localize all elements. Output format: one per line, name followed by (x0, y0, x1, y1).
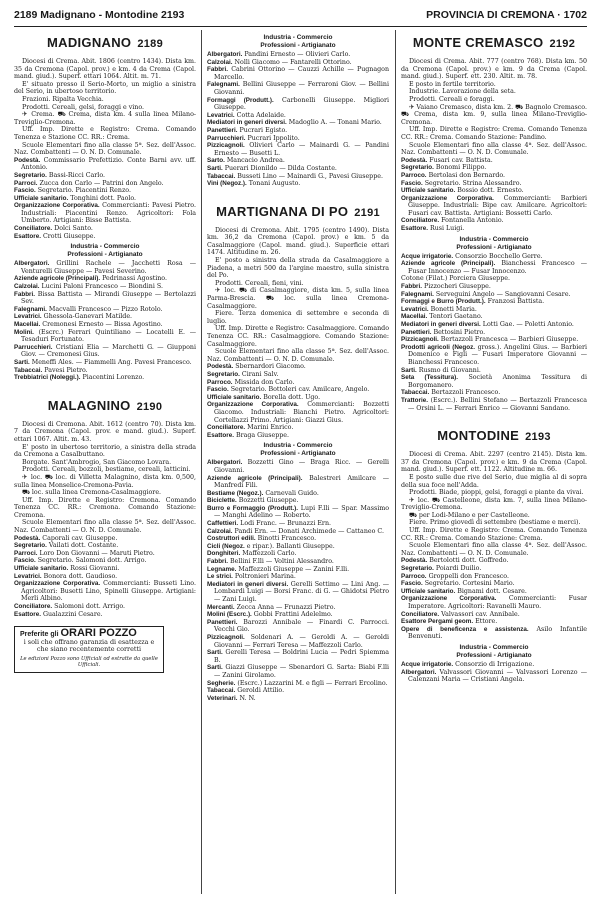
entry-label: Segherie. (207, 679, 236, 687)
entry-label: Sarti. (207, 649, 223, 657)
directory-entry: Segretario. Bonomi Filippo. (401, 164, 487, 172)
directory-entry: Molini (Escrc.). Gobbi Frattini Adelelmo. (207, 611, 333, 619)
entry-label: Fabbri. (14, 290, 35, 298)
directory-entry: Acque irrigatorie. Consorzio di Irrigazione. (401, 660, 535, 668)
directory-entry: Calzolai. Pandi Ern. — Donati Archimede — Cattaneo C. (207, 527, 384, 535)
entry-label: Ufficiale sanitario. (14, 194, 69, 202)
section-malagnino (14, 397, 196, 618)
entry-label: Levatrici. (14, 313, 42, 321)
column-2 (207, 31, 389, 893)
section-title: MALAGNINO 2190 (47, 397, 163, 413)
directory-entry: Tabaccai. Pavesi Pietro. (14, 366, 88, 374)
paragraph: ✈ loc. ⛟ Castelleone, dista km. 7, sulla linea Milano-Treviglio-Cremona. (401, 496, 587, 512)
entry-label: Esattore. (401, 225, 428, 233)
directory-entry: Esattore. Rusi Luigi. (401, 225, 465, 233)
entry-label: Cicli (Negoz. (207, 542, 245, 550)
entry-label: Parrucchieri. (207, 134, 246, 142)
directory-entry: Legname. Maffezzoli Giuseppe — Zanini F.lli. (207, 565, 350, 573)
entry-label: Parroci. (14, 179, 38, 187)
directory-entry: Veterinari. N. N. (207, 694, 256, 702)
paragraph: ✈ Vaiano Cremasco, dista km. 2. ⛟ Bagnolo Cremasco. ⛟ Crema, dista km. 9, sulla linea Milano-Treviglio-Cremona. (401, 103, 587, 126)
directory-entry: Calzolai. Lucini Paloni Francesco — Biondini S. (14, 283, 163, 291)
directory-entry: Segherie. (Escrc.) Lazzarini M. e figli — Ferrari Ercolino. (207, 679, 388, 687)
directory-entry: Trattorie. (Escrc.). Bellini Stefano — Bertazzoli Francesca — Orsini L. — Ferrari Enrico — Giovanni Sandano. (401, 396, 587, 412)
directory-entry: Aziende agricole (Principali). Balestreri Amilcare — Manfredi Fili. (207, 474, 389, 490)
directory-entry: Parroci. Zucca don Carlo — Patrini don Angelo. (14, 179, 164, 187)
entry-label: Falegnami. (207, 81, 240, 89)
directory-entry: Segretario. Poiardi Duilio. (401, 565, 482, 573)
entry-label: Mediatori in generi diversi. (207, 580, 289, 588)
entry-label: Segretario. (207, 370, 240, 378)
directory-entry: Fascio. Segretario. Cortesini Mario. (401, 580, 515, 588)
entry-list (401, 661, 587, 684)
paragraph: Diocesi di Crema. Abit. 1806 (centro 1434). Dista km. 35 da Cremona (Capol. prov.) e km. 4 da Crema (Capol. mand. giud.). Superf. ettari 1064. Altit. m. 71. (14, 58, 196, 81)
entry-label: Esattore. (14, 232, 41, 240)
entry-label: Calzolai. (207, 527, 233, 535)
entry-label: Seta (Tessitura). (401, 374, 458, 382)
entry-label: Falegnami. (14, 305, 47, 313)
directory-entry: Parroci. Loro Don Giovanni — Maruti Pietro. (14, 549, 155, 557)
directory-entry: Fascio. Segretario. Salomoni dott. Arrigo. (14, 557, 147, 565)
entry-label: Parroco. (401, 572, 427, 580)
paragraph: Uff. Imp. Dirette e Registro: Crema. Comando Tenenza CC. RR.: Crema. Comando Stazione: Pandino. (401, 126, 587, 141)
directory-entry: Podestà. Sbernardori Giacomo. (207, 363, 306, 371)
entry-label: Organizzazione Corporativa. (401, 194, 494, 202)
entry-label: Tabaccai. (14, 366, 43, 374)
paragraph: Frazioni. Ripalta Vecchia. (22, 95, 104, 103)
entry-label: Conciliatore. (401, 610, 440, 618)
directory-entry: Fabbri. Pizzocheri Giuseppe. (401, 283, 491, 291)
directory-entry: Parrucchieri. Pucrari Ippolito. (207, 134, 300, 142)
entry-label: Organizzazione Corporativa. (14, 580, 101, 588)
entry-label: Tabaccai. (207, 687, 236, 695)
entry-label: Panettieri. (207, 126, 238, 134)
page-header (14, 9, 587, 25)
directory-entry: Fabbri. Bissa Battista — Mirandi Giuseppe — Bertolazzi Sev. (14, 290, 196, 306)
paragraph: Diocesi di Crema. Abit. 2297 (centro 2145). Dista km. 37 da Cremona (Capol. prov.) e km. 9 da Crema (Capol. mand. giud.). Superf. ett. 1122. Altitudine m. 66. (401, 451, 587, 474)
subheading: Industria - Commercio Professioni - Artigianato (260, 34, 336, 49)
entry-label: Podestà. (401, 557, 428, 565)
entry-label: Conciliatore. (14, 225, 53, 233)
directory-entry: Mediatori in generi diversi. Lotti Gae. — Poletti Antonio. (401, 321, 574, 328)
directory-entry: Panettieri. Bettosini Pietro. (401, 328, 486, 336)
paragraph: E posto sulle due rive del Serio, due miglia al di sopra della sua foce nell'Adda. (401, 473, 587, 489)
paragraph: Uff. Imp. Dirette e Registro: Cremona. Comando Tenenza CC. RR.: Cremona. Comando Stazione: Cremona. (14, 496, 196, 519)
directory-entry: Parroco. Missida don Carlo. (207, 378, 295, 386)
entry-list (14, 260, 196, 382)
directory-entry: Organizzazione Corporativa. Commercianti: Pavesi Pietro. Industriali: Piacentini Renzo. Agricoltori: Fola Umberto. Artigiani: Bisse Battista. (14, 202, 196, 225)
directory-entry: Esattore Pergami geom. Ettore. (401, 618, 498, 626)
entry-label: Vini (Negoz.). (207, 180, 247, 188)
paragraph: Scuole Elementari fino alla classe 4ª. Sez. dell'Assoc. Naz. Combattenti — O. N. D. Comunale. (401, 141, 587, 157)
entry-label: Parroco. (401, 171, 427, 179)
entry-label: Conciliatore. (14, 603, 53, 610)
directory-entry: Albergatori. Grillini Rachele — Jacchetti Rosa — Venturelli Giuseppe — Pavesi Severino. (14, 260, 196, 275)
paragraph: Prodotti. Biade, pioppi, gelsi, foraggi e piante da vivai. (409, 489, 584, 497)
section-montodine (401, 427, 587, 684)
directory-entry: Sarti. Puerari Dionildo — Dilda Costante. (207, 164, 337, 172)
entry-label: Sarti. (14, 358, 30, 366)
paragraph: Prodotti. Cereali, bozzoli, bestiame, cereali, latticini. (22, 466, 191, 474)
entry-list (14, 157, 196, 241)
entry-label: Pizzicagnoli. (401, 336, 439, 344)
entry-label: Pizzicagnoli. (207, 142, 245, 150)
directory-entry: Acque irrigatorie. Consorzio Bocchello Gerre. (401, 252, 543, 260)
paragraph: Prodotti. Cereali e foraggi. (409, 95, 495, 103)
directory-entry: Levatrici. Bonetti Maria. (401, 305, 477, 313)
advertisement-box (14, 626, 164, 673)
directory-entry: Ufficiale sanitario. Tonghini dott. Paolo. (14, 194, 137, 202)
directory-entry: Podestà. Bertolotti dott. Goffredo. (401, 557, 509, 565)
directory-entry: Conciliatore. Dolci Santo. (14, 225, 93, 233)
entry-label: Molini (Escrc.). (207, 611, 252, 619)
entry-label: Sarti. (207, 164, 223, 172)
directory-entry: Tabaccai. Bertazzoli Francesco. (401, 389, 501, 397)
paragraph: ✈ Crema. ⛟ Crema, dista km. 4 sulla linea Milano-Treviglio-Cremona. (14, 111, 196, 126)
column-1 (14, 31, 196, 893)
entry-label: Molini. (14, 328, 34, 336)
directory-entry: Podestà. Fusari cav. Battista. (401, 156, 493, 164)
entry-list (207, 459, 389, 702)
directory-entry: Organizzazione Corporativa. Commercianti: Busseti Lino. Agricoltori: Busetti Lino, Spinelli Giuseppe. Artigiani: Merli Albino. (14, 580, 196, 603)
entry-label: Costruttori edili. (207, 535, 256, 543)
directory-entry: Caffettieri. Lodi Franc. — Brunazzi Ern. (207, 520, 331, 528)
directory-entry: Fascio. Segretario. Bottoleri cav. Amilcare, Angelo. (207, 386, 370, 394)
ad-footnote: Le edizioni Pozzo sono Ufficiali od estratte da quelle Ufficiali. (20, 655, 158, 669)
section-martignana-di-po (207, 203, 389, 703)
subheading: Industria - Commercio Professioni - Artigianato (67, 243, 143, 259)
paragraph: Diocesi di Cremona. Abit. 1795 (centro 1490). Dista km. 36,2 da Cremona (Capol. prov.) e km. 5 da Casalmaggiore (Capol. mand. giud.). Superficie ettari 1474. Altitudine m. 26. (207, 226, 389, 257)
entry-list (207, 227, 389, 364)
directory-entry: Conciliatore. Marini Enrico. (207, 424, 294, 432)
directory-entry: Conciliatore. Fontanella Antonio. (401, 217, 504, 225)
directory-entry: Pizzicagnoli. Soldenari A. — Geroldi A. — Geroldi Giovanni — Ferrari Teresa — Maffezzoli Carlo. (207, 633, 389, 649)
entry-label: Podestà. (14, 534, 41, 542)
directory-entry: Macellai. Cremonesi Ernesto — Bissa Agostino. (14, 321, 163, 328)
entry-list (207, 363, 389, 439)
entry-label: Parroco. (207, 378, 233, 386)
entry-label: Organizzazione Corporativa. (401, 595, 497, 603)
directory-entry: Biciclette. Bozzetti Giuseppe. (207, 497, 299, 505)
directory-entry: Le strici. Poltronieri Marina. (207, 573, 296, 581)
directory-entry: Seta (Tessitura). Società Anonima Tessitura di Borgomanero. (401, 374, 587, 389)
entry-label: Acque irrigatorie. (401, 252, 454, 260)
directory-entry: Formaggi (Produtt.). Carbonelli Giuseppe. Migliori Giuseppe. (207, 96, 389, 112)
paragraph: Fiere. Primo giovedì di settembre (bestiame e merci). (409, 519, 581, 527)
entry-label: Esattore. (207, 431, 234, 439)
directory-entry: Segretario. Bassi-Ricci Carlo. (14, 171, 105, 179)
directory-entry: Fabbri. Bellini F.lli — Voltini Alessandro. (207, 558, 334, 566)
directory-entry: Conciliatore. Valvassori cav. Annibale. (401, 610, 520, 618)
directory-entry: Pizzicagnoli. Bertazzoli Francesca — Barbieri Giuseppe. (401, 336, 579, 344)
directory-entry: Calzolai. Nolli Giacomo — Fantarelli Ottorino. (207, 58, 352, 66)
ad-text: i soli che offrano garanzia di esattezza e che siano recentemente corretti (23, 637, 155, 654)
entry-label: Segretario. (14, 542, 47, 550)
directory-entry: Levatrici. Ghessola-Ganevari Matilde. (14, 313, 133, 321)
directory-entry: Albergatori. Bozzetti Gino — Braga Ricc. — Gerelli Giovanni. (207, 459, 389, 474)
directory-entry: Fascio. Segretario. Piacentini Renzo. (14, 187, 131, 195)
directory-entry: Podestà. Caporali cav. Giuseppe. (14, 534, 118, 542)
entry-label: Ufficiale sanitario. (14, 565, 69, 573)
entry-label: Albergatori. (14, 260, 50, 268)
entry-label: Formaggi e Burro (Produtt.). (401, 298, 486, 306)
paragraph: Uff. Imp. Dirette e Registro: Casalmaggiore. Comando Tenenza CC. RR.: Casalmaggiore. Comando Stazione: Casalmaggiore. (207, 325, 389, 348)
section-title: MARTIGNANA DI PO 2191 (216, 203, 380, 219)
directory-entry: Organizzazione Corporativa. Commercianti: Fusar Imperatore. Agricoltori: Ravanelli Mauro. (401, 595, 587, 610)
entry-label: Biciclette. (207, 497, 237, 505)
paragraph: ✈ loc. ⛟ loc. di Villetta Malagnino, dista km. 0,500, sulla linea Monselice-Cremona-Pavia. (14, 473, 196, 489)
directory-entry: Sarti. Giazzi Giuseppe — Sbenardori G. Sarta: Biabi F.lli — Zanini Girolamo. (207, 664, 389, 679)
directory-entry: Falegnami. Serveguini Angelo — Sangiovanni Cesare. (401, 290, 571, 298)
ad-headline: Preferite gli ORARI POZZO (20, 627, 137, 640)
entry-label: Sarto. (207, 157, 225, 165)
entry-label: Tabaccai. (401, 389, 430, 397)
entry-label: Parroci. (14, 549, 38, 557)
entry-label: Formaggi (Produtt.). (207, 96, 274, 104)
directory-entry: Panettieri. Pucrari Egisto. (207, 126, 288, 134)
entry-label: Segretario. (401, 164, 434, 172)
entry-label: Le strici. (207, 573, 233, 581)
entry-label: Pizzicagnoli. (207, 633, 245, 641)
entry-label: Levatrici. (401, 305, 429, 313)
entry-list (14, 421, 196, 535)
directory-entry: Ufficiale sanitario. Rossi Giovanni. (14, 565, 120, 573)
subheading: Industria - Commercio Professioni - Artigianato (456, 643, 532, 659)
directory-entry: Parroco. Bertolasi don Bernardo. (401, 171, 506, 179)
directory-entry: Fabbri. Cabrini Ottorino — Cauzzi Achille — Pugnagon Marcello. (207, 66, 389, 81)
directory-entry: Segretario. Vailati dott. Costante. (14, 542, 119, 550)
directory-entry: Esattore. Crotti Giuseppe. (14, 232, 96, 240)
entry-label: Macellai. (14, 321, 41, 328)
entry-label: Mediatori in generi diversi. (401, 321, 481, 328)
paragraph: Uff. Imp. Dirette e Registro: Crema. Comando Tenenza e Stazione CC. RR.: Crema. (14, 126, 196, 141)
entry-list (401, 253, 587, 412)
entry-label: Organizzazione Corporativa. (207, 401, 299, 409)
entry-label: Veterinari. (207, 694, 238, 702)
entry-label: Fascio. (401, 580, 423, 588)
directory-entry: Mercanti. Zecca Anna — Frunazzi Pietro. (207, 603, 336, 611)
header-rule (14, 26, 587, 27)
directory-entry: Conciliatore. Salomoni dott. Arrigo. (14, 603, 126, 610)
column-3 (401, 31, 587, 893)
entry-label: Parrucchieri. (14, 343, 53, 351)
directory-entry: Levatrici. Bonora dott. Gaudioso. (14, 572, 118, 580)
paragraph: Scuole Elementari fino alla classe 5ª. Sez. dell'Assoc. Naz. Combattenti — O. N. D. Comunale. (14, 141, 196, 157)
section-title: MADIGNANO 2189 (47, 35, 163, 50)
entry-label: Panettieri. (207, 618, 238, 626)
directory-entry: Segretario. Cirani Salv. (207, 370, 279, 378)
entry-label: Aziende agricole (Principali). (14, 275, 101, 283)
entry-label: Opere di beneficenza e assistenza. (401, 625, 529, 633)
directory-entry: Albergatori. Valvassori Giovanni — Valvassori Lorenzo — Calenzani Maria — Cristiani Angela. (401, 668, 587, 684)
directory-entry: Sarti. Rusmo di Giovanni. (401, 366, 481, 374)
directory-entry: Sarto. Mancacio Andrea. (207, 157, 285, 165)
entry-list (401, 557, 587, 641)
directory-entry: Donghiteri. Maffezzoli Carlo. (207, 550, 297, 558)
entry-label: Conciliatore. (207, 424, 246, 432)
section-malagnino-continued (207, 34, 389, 188)
entry-list (14, 535, 196, 619)
entry-label: Ufficiale sanitario. (207, 393, 262, 401)
entry-label: Levatrici. (207, 111, 235, 119)
entry-label: Fascio. (401, 179, 423, 187)
directory-entry: Macellai. Tentori Gaetano. (401, 313, 483, 321)
section-madignano (14, 34, 196, 382)
paragraph: E posto in fertile territorio. (409, 80, 496, 88)
paragraph: E' posto a sinistra della strada da Casalmaggiore a Piadena, a metri 500 da l'argine maestro, sulla sinistra del Po. (207, 257, 389, 280)
header-left: 2189 Madignano - Montodine 2193 (14, 9, 185, 21)
paragraph: ⛟ per Lodi-Milano e per Castelleone. (409, 511, 530, 519)
directory-entry: Tabaccai. Busseti Lino — Mainardi G., Pavesi Giuseppe. (207, 172, 383, 180)
entry-label: Aziende agricole (Principali). (401, 260, 496, 268)
entry-label: Calzolai. (207, 58, 233, 66)
entry-label: Macellai. (401, 313, 428, 321)
entry-list (401, 58, 587, 157)
directory-entry: Sarti. Gerelli Teresa — Boldrini Lucia — Pedri Spiemma B. (207, 649, 389, 664)
entry-label: Fascio. (14, 187, 36, 195)
directory-entry: Esattore. Gualazzini Cesare. (14, 610, 103, 618)
directory-entry: Ufficiale sanitario. Bignami dott. Cesare. (401, 587, 527, 595)
directory-entry: Levatrici. Cotta Adelaide. (207, 111, 286, 119)
subheading: Industria - Commercio Professioni - Artigianato (456, 235, 532, 251)
directory-entry: Burro e Formaggio (Produtt.). Lupi F.lli — Spar. Massimo — Manghi Adelino — Roberto. (207, 504, 389, 520)
entry-label: Mercanti. (207, 603, 235, 611)
entry-label: Organizzazione Corporativa. (14, 202, 100, 210)
entry-list (401, 157, 587, 233)
directory-entry: Cotone (Filat.) Porciera Giuseppe. (401, 275, 510, 283)
entry-label: Albergatori. (207, 459, 243, 467)
entry-label: Esattore Pergami geom. (401, 618, 474, 626)
paragraph: Industrie. Lavorazione della seta. (409, 88, 516, 96)
entry-label: Donghiteri. (207, 550, 241, 558)
directory-entry: Organizzazione Corporativa. Commercianti: Bozzetti Giacomo. Industriali: Bianchi Pietro. Agricoltori: Cortellazzi Primo. Artigiani: Giazzi Gius. (207, 401, 389, 424)
directory-entry: Aziende agricole (Principali). Bianchessi Francesco — Fusar Innocenzo — Fusar Innocenzo. (401, 260, 587, 275)
directory-entry: Sarti. Meneffi Ales. — Fiammelli Ang. Pavesi Francesco. (14, 358, 192, 366)
header-right: PROVINCIA DI CREMONA · 1702 (426, 9, 587, 21)
directory-entry: Pizzicagnoli. Olivieri Carlo — Mainardi G. — Pandini Ernesto — Busetti L. (207, 142, 389, 157)
directory-entry: Podestà. Commissario Prefettizio. Conte Barni avv. uff. Antonio. (14, 156, 196, 172)
entry-label: Burro e Formaggio (Produtt.). (207, 504, 298, 512)
subheading: Industria - Commercio Professioni - Artigianato (260, 442, 336, 458)
entry-label: Ufficiale sanitario. (401, 187, 456, 195)
directory-entry: Aziende agricole (Principali). Pedrinassi Agostino. (14, 275, 167, 283)
directory-entry: Falegnami. Macvalli Francesco — Pizzo Rotolo. (14, 305, 163, 313)
entry-label: Sarti. (207, 664, 223, 672)
column-divider (201, 30, 202, 894)
directory-entry: Mediatori in generi diversi. Madoglio A. — Tonani Mario. (207, 119, 382, 127)
entry-label: Falegnami. (401, 290, 434, 298)
paragraph: Diocesi di Cremona. Abit. 1612 (centro 70). Dista km. 7 da Cremona (Capol. prov. e mand. giud.). Superf. ettari 1067. Altit. m. 43. (14, 420, 196, 443)
section-title: MONTODINE 2193 (437, 428, 551, 444)
entry-label: Mediatori in generi diversi. (207, 119, 287, 127)
paragraph: Diocesi di Crema. Abit. 777 (centro 768). Dista km. 50 da Cremona (Capol. prov.) e km. 9 da Crema (Capol. mand. giud.). Superf. ett. 230. Altit. m. 78. (401, 58, 587, 81)
directory-entry: Parroco. Groppelli don Francesco. (401, 572, 509, 580)
entry-list (401, 451, 587, 557)
entry-label: Fascio. (14, 557, 36, 565)
directory-entry: Costruttori edili. Binotti Francesco. (207, 535, 317, 543)
entry-label: Conciliatore. (401, 217, 440, 225)
entry-label: Bestiame (Negoz.). (207, 489, 264, 497)
paragraph: Scuole Elementari fino alla classe 5ª. Sez. dell'Assoc. Naz. Combattenti — O. N. D. Comunale. (14, 519, 196, 535)
paragraph: ⛟ loc. sulla linea Cremona-Casalmaggiore. (22, 489, 162, 497)
entry-label: Fabbri. (207, 558, 228, 566)
section-title: MONTE CREMASCO 2192 (412, 35, 576, 50)
entry-label: Podestà. (401, 156, 428, 164)
entry-label: Podestà. (14, 156, 41, 164)
directory-entry: Mediatori in generi diversi. Gerelli Settimo — Lini Ang. — Lombardi Luigi — Borsi Franc. di G. — Ghidotsi Pietro — Zani Luigi. (207, 580, 389, 603)
directory-entry: Falegnami. Bellini Giuseppe — Ferraroni Giov. — Bellini Giovanni. (207, 81, 389, 96)
directory-entry: Prodotti agricoli (Negoz. gross.). Angelini Gius. — Barbieri Domenico e Figli — Fusari Imperatore Giovanni — Bianchessi Francesco. (401, 343, 587, 366)
directory-entry: Trebbiatrici (Noleggi.). Piacentini Lorenzo. (14, 374, 145, 382)
directory-entry: Vini (Negoz.). Tonani Augusto. (207, 180, 301, 188)
entry-label: Trattorie. (401, 396, 428, 404)
entry-label: Albergatori. (401, 668, 437, 676)
entry-label: Fabbri. (207, 66, 228, 74)
paragraph: E' posto in ubertoso territorio, a sinistra della strada da Cremona a Casalbuttano. (14, 443, 196, 459)
paragraph: Scuole Elementari fino alla classe 5ª. Sez. dell'Assoc. Naz. Combattenti — O. N. D. Comunale. (207, 348, 389, 363)
entry-label: Acque irrigatorie. (401, 660, 454, 668)
entry-label: Caffettieri. (207, 520, 239, 528)
entry-label: Podestà. (207, 363, 234, 371)
entry-label: Esattore. (14, 610, 41, 618)
directory-entry: Formaggi e Burro (Produtt.). Franzosi Battista. (401, 298, 545, 306)
entry-label: Legname. (207, 565, 237, 573)
directory-entry: Opere di beneficenza e assistenza. Asilo Infantile Benvenuti. (401, 625, 587, 641)
entry-label: Fascio. (207, 386, 229, 394)
section-monte-cremasco (401, 34, 587, 412)
entry-label: Panettieri. (401, 328, 432, 336)
paragraph: Borgate. Sant'Ambrogio, San Giacomo Lovara. (22, 458, 172, 466)
entry-list (207, 51, 389, 188)
entry-label: Prodotti agricoli (Negoz. (401, 343, 475, 351)
directory-entry: Tabaccai. Geroldi Attilio. (207, 687, 285, 695)
directory-entry: Parrucchieri. Cristiani Elia — Marchetti G. — Giupponi Giov. — Cremonesi Gius. (14, 343, 196, 359)
entry-label: Albergatori. (207, 51, 243, 58)
directory-entry: Molini. (Escrc.) Ferrari Quintiliano — Locatelli E. — Tesaduri Fortunato. (14, 328, 196, 344)
directory-entry: Bestiame (Negoz.). Carnevali Guido. (207, 489, 319, 497)
entry-label: Trebbiatrici (Noleggi.). (14, 374, 81, 382)
directory-entry: Fascio. Segretario. Strina Alessandro. (401, 179, 522, 187)
paragraph: Fiere. Terza domenica di settembre e seconda di luglio. (207, 310, 389, 325)
entry-label: Segretario. (401, 565, 434, 573)
entry-label: Aziende agricole (Principali). (207, 474, 303, 482)
directory-entry: Panettieri. Barozzi Annibale — Finardi C. Parrocci. Vecchi Gio. (207, 618, 389, 634)
entry-label: Ufficiale sanitario. (401, 587, 456, 595)
entry-list (14, 58, 196, 157)
directory-entry: Esattore. Braga Giuseppe. (207, 431, 289, 439)
directory-entry: Ufficiale sanitario. Borella dott. Ugo. (207, 393, 321, 401)
directory-entry: Ufficiale sanitario. Bossio dott. Ernesto. (401, 187, 524, 195)
directory-entry: Cicli (Negoz. e ripar.). Ballanti Giuseppe. (207, 542, 335, 550)
paragraph: Prodotti. Cereali, gelsi, foraggi e vino. (22, 103, 145, 111)
entry-label: Calzolai. (14, 283, 40, 291)
entry-label: Tabaccai. (207, 172, 236, 180)
directory-entry: Organizzazione Corporativa. Commercianti: Barbieri Giuseppe. Industriali: Bipe cav. Amilcare. Agricoltori: Fusari cav. Battista. Artigiani: Bossetti Carlo. (401, 194, 587, 217)
paragraph: Uff. Imp. Dirette e Registro: Crema. Comando Tenenza CC. RR.: Crema. Comando Stazione: Crema. (401, 527, 587, 542)
entry-label: Fabbri. (401, 283, 422, 291)
entry-label: Segretario. (14, 171, 47, 179)
paragraph: ✈ loc. ⛟ di Casalmaggiore, dista km. 5, sulla linea Parma-Brescia. ⛟ loc. sulla linea Cremona-Casalmaggiore. (207, 287, 389, 310)
paragraph: Prodotti. Cereali, fieni, vini. (215, 279, 304, 287)
directory-entry: Albergatori. Pandini Ernesto — Olivieri Carlo. (207, 51, 351, 58)
entry-label: Levatrici. (14, 572, 42, 580)
paragraph: E' situato presso il Serio-Morto, un miglio a sinistra del Serio, in ubertoso territorio. (14, 80, 196, 96)
entry-label: Sarti. (401, 366, 417, 374)
column-divider (395, 30, 396, 894)
paragraph: Scuole Elementari fino alla classe 4ª. Sez. dell'Assoc. Naz. Combattenti — O. N. D. Comunale. (401, 542, 587, 557)
